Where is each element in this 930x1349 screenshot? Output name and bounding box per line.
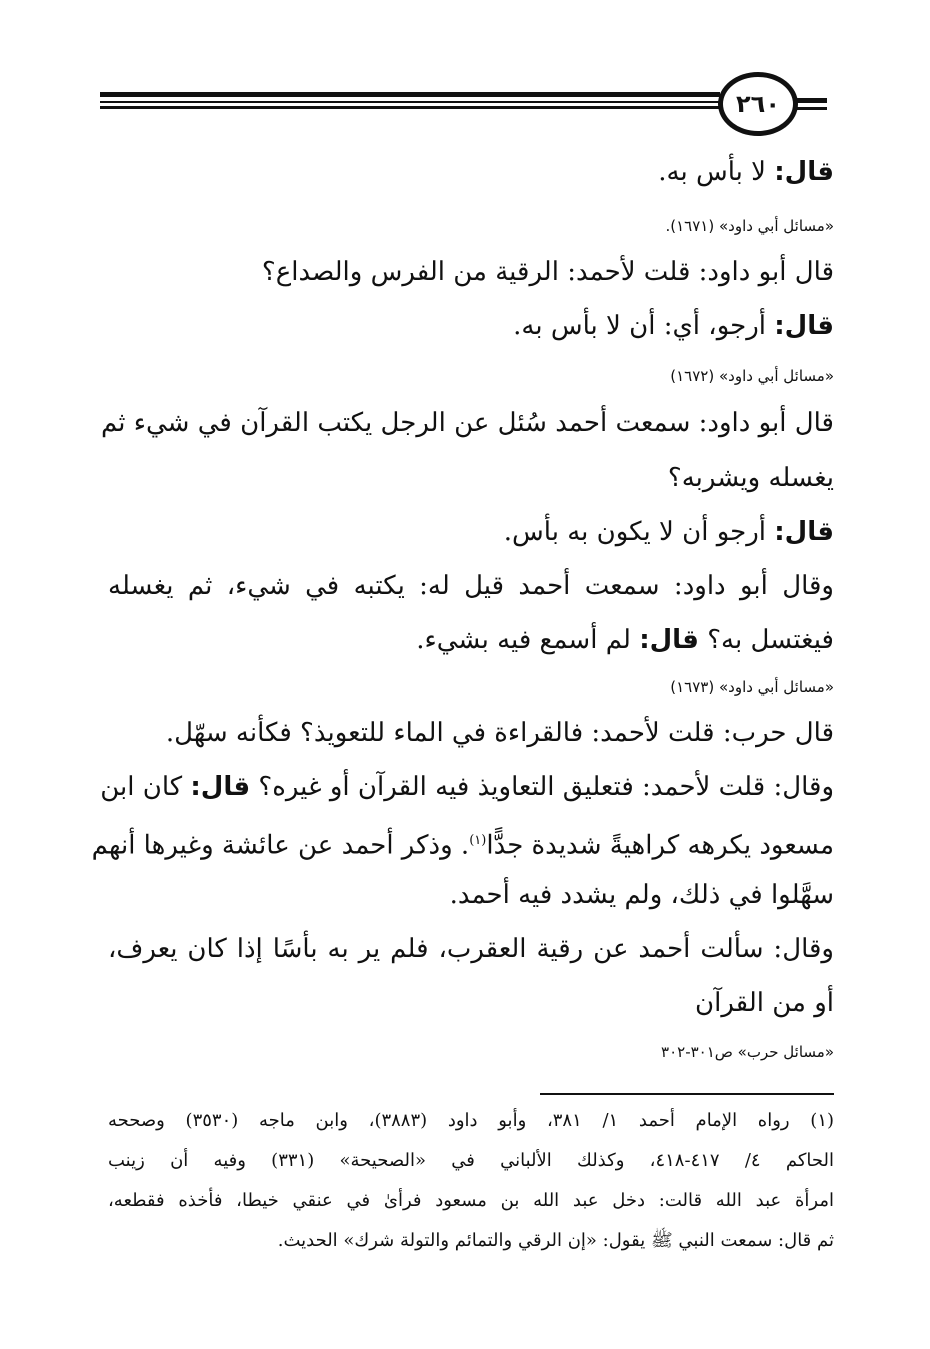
paragraph-line: قال حرب: قلت لأحمد: فالقراءة في الماء للتعويذ؟ فكأنه سهّل. bbox=[165, 718, 834, 748]
paragraph-line: وقال: قلت لأحمد: فتعليق التعاويذ فيه القرآن أو غيره؟ قال: كان ابن bbox=[100, 772, 834, 802]
paragraph-line: مسعود يكرهه كراهيةً شديدة جدًّا$^{(١)}$. وذكر أحمد عن عائشة وغيرها أنهم bbox=[91, 830, 834, 861]
paragraph-line: أو من القرآن bbox=[695, 988, 834, 1018]
source-reference: «مسائل أبي داود» (١٦٧٢) bbox=[670, 367, 834, 385]
footnotes bbox=[91, 0, 835, 1300]
page-number: ٢٦٠ bbox=[736, 90, 780, 118]
source-reference: «مسائل أبي داود» (١٦٧٣) bbox=[670, 678, 834, 696]
footnote-line: امرأة عبد الله قالت: دخل عبد الله بن مسعود فرأىٰ في عنقي خيطا، فأخذه فقطعه، bbox=[108, 1190, 834, 1211]
paragraph-line: وقال أبو داود: سمعت أحمد قيل له: يكتبه في شيء، ثم يغسله bbox=[108, 571, 834, 601]
source-reference: «مسائل حرب» ص٣٠١-٣٠٢ bbox=[661, 1043, 834, 1061]
footnote-line: الحاكم ٤/ ٤١٧-٤١٨، وكذلك الألباني في «الصحيحة» (٣٣١) وفيه أن زينب bbox=[108, 1150, 834, 1171]
paragraph-line: سهَّلوا في ذلك، ولم يشدد فيه أحمد. bbox=[449, 880, 834, 910]
paragraph-line: وقال: سألت أحمد عن رقية العقرب، فلم ير به بأسًا إذا كان يعرف، bbox=[108, 934, 834, 964]
paragraph-line: قال أبو داود: سمعت أحمد سُئل عن الرجل يكتب القرآن في شيء ثم bbox=[100, 408, 834, 438]
paragraph-line: فيغتسل به؟ قال: لم أسمع فيه بشيء. bbox=[416, 625, 834, 655]
paragraph-line: قال: أرجو أن لا يكون به بأس. bbox=[503, 517, 834, 547]
source-reference: «مسائل أبي داود» (١٦٧١). bbox=[665, 217, 834, 235]
paragraph-line: قال: لا بأس به. bbox=[658, 157, 834, 187]
paragraph-line: قال: أرجو، أي: أن لا بأس به. bbox=[513, 311, 834, 341]
paragraph-line: يغسله ويشربه؟ bbox=[667, 463, 834, 493]
footnote-line: (١) رواه الإمام أحمد ١/ ٣٨١، وأبو داود (٣٨٨٣)، وابن ماجه (٣٥٣٠) وصححه bbox=[108, 1110, 835, 1131]
footnote-marker[interactable]: (١) bbox=[469, 833, 487, 848]
footnote-line: ثم قال: سمعت النبي ﷺ يقول: «إن الرقي والتمائم والتولة شرك» الحديث. bbox=[277, 1230, 834, 1251]
paragraph-line: قال أبو داود: قلت لأحمد: الرقية من الفرس والصداع؟ bbox=[261, 257, 834, 287]
